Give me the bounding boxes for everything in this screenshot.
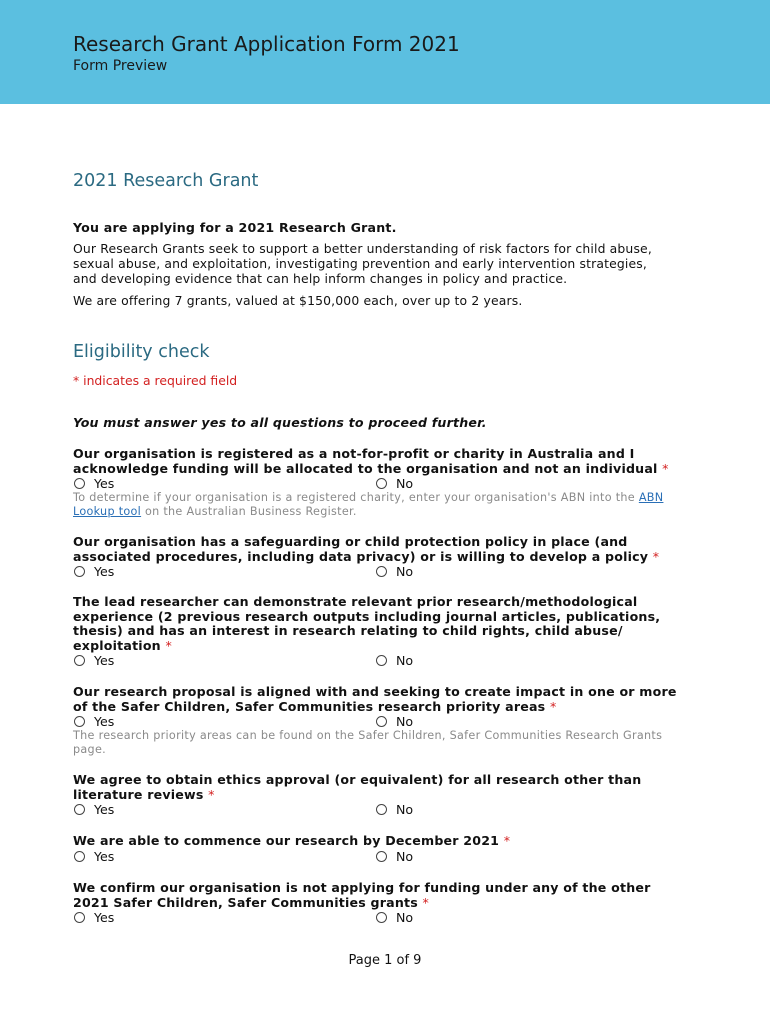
question-other-grants	[73, 881, 683, 925]
page-number: Page 1 of 9	[348, 953, 422, 968]
radio-button[interactable]	[376, 478, 387, 489]
radio-button[interactable]	[376, 804, 387, 815]
intro-lead: You are applying for a 2021 Research Grant.	[73, 220, 397, 235]
option-no[interactable]: No	[375, 802, 413, 817]
question-text: Our organisation is registered as a not-for-profit or charity in Australia and I acknowledge funding will be allocated to the organisation and not an individual	[73, 446, 658, 476]
question-lead-researcher	[73, 595, 683, 668]
question-research-priority	[73, 685, 683, 756]
question-commence-research	[73, 834, 683, 864]
required-star: *	[662, 460, 669, 476]
required-star: *	[652, 548, 660, 564]
form-subtitle: Form Preview	[73, 58, 168, 74]
radio-button[interactable]	[376, 716, 387, 727]
radio-button[interactable]	[74, 716, 85, 727]
required-star: *	[208, 786, 215, 802]
radio-button[interactable]	[376, 851, 387, 862]
radio-button[interactable]	[74, 851, 85, 862]
required-star: *	[503, 833, 511, 848]
option-no[interactable]: No	[375, 476, 413, 491]
question-safeguarding-policy	[73, 535, 683, 579]
section-heading-research-grant: 2021 Research Grant	[73, 171, 259, 191]
grant-offer-paragraph: We are offering 7 grants, valued at $150,000 each, over up to 2 years.	[73, 293, 523, 308]
question-text: We agree to obtain ethics approval (or equivalent) for all research other than literature reviews	[73, 772, 642, 802]
intro-paragraph: Our Research Grants seek to support a better understanding of risk factors for child abuse, sexual abuse, and exploitation, investigating prevention and early intervention strategies, and developing evidence that can help inform changes in policy and practice.	[73, 241, 652, 286]
radio-button[interactable]	[74, 912, 85, 923]
option-yes[interactable]: Yes	[73, 910, 114, 925]
radio-button[interactable]	[74, 804, 85, 815]
help-text: To determine if your organisation is a registered charity, enter your organisation's ABN into the ABN Lookup tool on the Australian Business Register.	[73, 491, 664, 518]
form-title: Research Grant Application Form 2021	[73, 32, 460, 56]
radio-button[interactable]	[74, 478, 85, 489]
required-star: *	[165, 637, 172, 653]
radio-button[interactable]	[376, 655, 387, 666]
option-yes[interactable]: Yes	[73, 849, 114, 864]
radio-button[interactable]	[376, 912, 387, 923]
radio-button[interactable]	[376, 566, 387, 577]
option-no[interactable]: No	[375, 564, 413, 579]
radio-button[interactable]	[74, 655, 85, 666]
section-heading-eligibility: Eligibility check	[73, 342, 210, 362]
question-ethics-approval	[73, 773, 683, 817]
question-text: The lead researcher can demonstrate relevant prior research/methodological experience (2 previous research outputs including journal articles, publications, thesis) and has an interest in research relating to child rights, child abuse/ exploitation	[73, 594, 661, 653]
option-yes[interactable]: Yes	[73, 714, 114, 729]
form-header	[0, 0, 770, 104]
required-star: *	[422, 894, 429, 910]
option-no[interactable]: No	[375, 714, 413, 729]
abn-lookup-link[interactable]: ABN Lookup tool	[73, 491, 664, 518]
radio-button[interactable]	[74, 566, 85, 577]
help-text: The research priority areas can be found on the Safer Children, Safer Communities Research Grants page.	[73, 729, 663, 756]
option-yes[interactable]: Yes	[73, 653, 114, 668]
eligibility-instruction: You must answer yes to all questions to proceed further.	[73, 415, 487, 430]
option-no[interactable]: No	[375, 653, 413, 668]
question-text: We confirm our organisation is not applying for funding under any of the other 2021 Safer Children, Safer Communities grants	[73, 880, 651, 910]
option-no[interactable]: No	[375, 849, 413, 864]
question-text: Our research proposal is aligned with and seeking to create impact in one or more of the Safer Children, Safer Communities research priority areas	[73, 684, 677, 714]
option-no[interactable]: No	[375, 910, 413, 925]
required-field-note: * indicates a required field	[73, 373, 238, 388]
question-text: Our organisation has a safeguarding or child protection policy in place (and associated procedures, including data privacy) or is willing to develop a policy	[73, 534, 649, 564]
option-yes[interactable]: Yes	[73, 564, 114, 579]
question-text: We are able to commence our research by December 2021	[73, 833, 500, 848]
question-registered-charity	[73, 447, 683, 518]
option-yes[interactable]: Yes	[73, 476, 114, 491]
required-star: *	[549, 698, 557, 714]
option-yes[interactable]: Yes	[73, 802, 114, 817]
